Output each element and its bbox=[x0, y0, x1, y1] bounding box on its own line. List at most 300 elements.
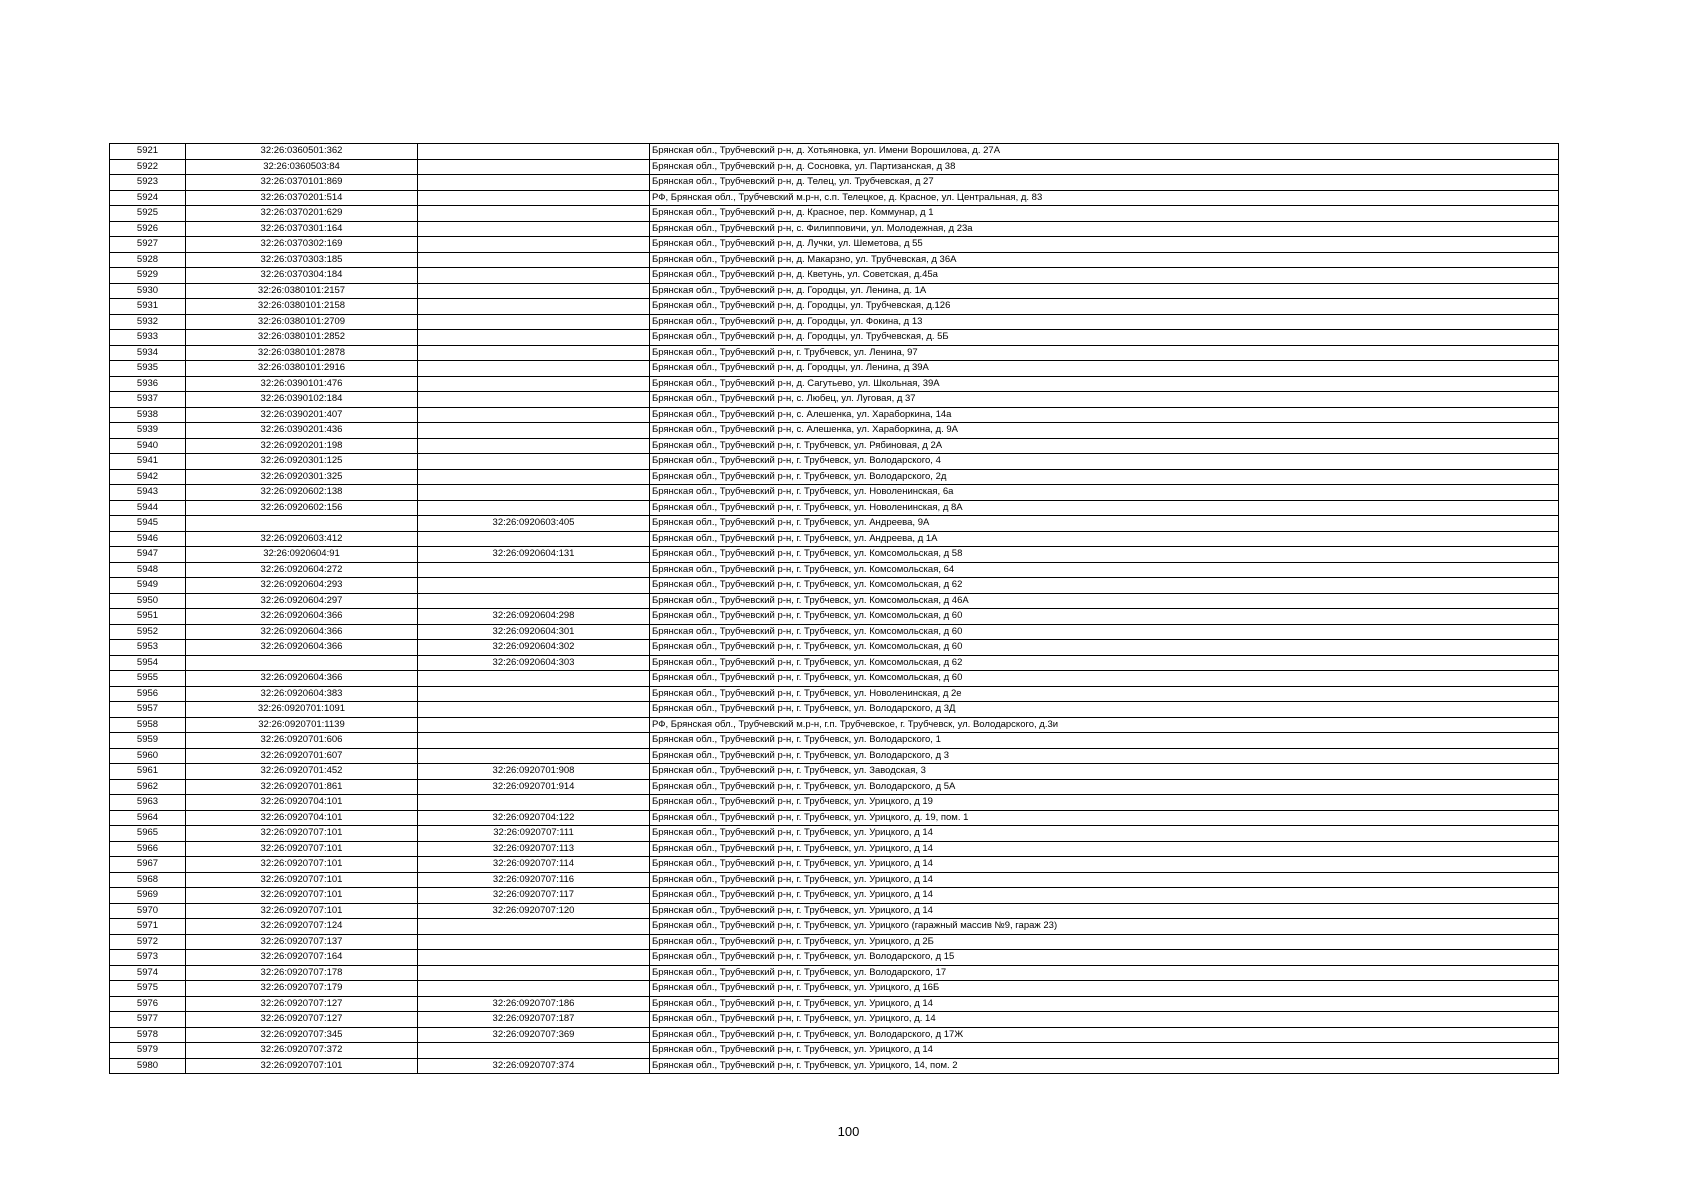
table-row bbox=[110, 376, 1559, 392]
row-number-cell: 5943 bbox=[110, 485, 186, 501]
row-number-cell: 5942 bbox=[110, 469, 186, 485]
row-number-cell: 5923 bbox=[110, 175, 186, 191]
address-cell: РФ, Брянская обл., Трубчевский м.р-н, г.п. Трубчевское, г. Трубчевск, ул. Володарского, д.3и bbox=[650, 717, 1559, 733]
table-row bbox=[110, 144, 1559, 160]
related-cadastral-number-cell bbox=[418, 407, 650, 423]
address-cell: Брянская обл., Трубчевский р-н, д. Макарзно, ул. Трубчевская, д 36А bbox=[650, 252, 1559, 268]
table-row bbox=[110, 686, 1559, 702]
related-cadastral-number-cell: 32:26:0920707:116 bbox=[418, 872, 650, 888]
table-row bbox=[110, 888, 1559, 904]
address-cell: Брянская обл., Трубчевский р-н, г. Трубчевск, ул. Урицкого, д 14 bbox=[650, 872, 1559, 888]
row-number-cell: 5934 bbox=[110, 345, 186, 361]
table-row bbox=[110, 500, 1559, 516]
address-cell: Брянская обл., Трубчевский р-н, д. Городцы, ул. Трубчевская, д.126 bbox=[650, 299, 1559, 315]
address-cell: Брянская обл., Трубчевский р-н, г. Трубчевск, ул. Володарского, 17 bbox=[650, 965, 1559, 981]
address-cell: Брянская обл., Трубчевский р-н, г. Трубчевск, ул. Володарского, д 5А bbox=[650, 779, 1559, 795]
row-number-cell: 5927 bbox=[110, 237, 186, 253]
table-row bbox=[110, 237, 1559, 253]
row-number-cell: 5937 bbox=[110, 392, 186, 408]
cadastral-number-cell: 32:26:0390102:184 bbox=[186, 392, 418, 408]
row-number-cell: 5966 bbox=[110, 841, 186, 857]
table-row bbox=[110, 175, 1559, 191]
table-row bbox=[110, 221, 1559, 237]
cadastral-number-cell: 32:26:0370101:869 bbox=[186, 175, 418, 191]
address-cell: Брянская обл., Трубчевский р-н, г. Трубчевск, ул. Урицкого, д 14 bbox=[650, 996, 1559, 1012]
cadastral-number-cell: 32:26:0920707:101 bbox=[186, 888, 418, 904]
table-row bbox=[110, 640, 1559, 656]
related-cadastral-number-cell: 32:26:0920701:908 bbox=[418, 764, 650, 780]
related-cadastral-number-cell bbox=[418, 965, 650, 981]
row-number-cell: 5952 bbox=[110, 624, 186, 640]
cadastral-number-cell: 32:26:0920604:383 bbox=[186, 686, 418, 702]
row-number-cell: 5945 bbox=[110, 516, 186, 532]
row-number-cell: 5957 bbox=[110, 702, 186, 718]
related-cadastral-number-cell bbox=[418, 144, 650, 160]
row-number-cell: 5941 bbox=[110, 454, 186, 470]
cadastral-number-cell: 32:26:0920707:164 bbox=[186, 950, 418, 966]
row-number-cell: 5953 bbox=[110, 640, 186, 656]
cadastral-number-cell: 32:26:0920701:861 bbox=[186, 779, 418, 795]
related-cadastral-number-cell bbox=[418, 469, 650, 485]
related-cadastral-number-cell bbox=[418, 671, 650, 687]
row-number-cell: 5979 bbox=[110, 1043, 186, 1059]
table-row bbox=[110, 733, 1559, 749]
related-cadastral-number-cell bbox=[418, 314, 650, 330]
address-cell: Брянская обл., Трубчевский р-н, г. Трубчевск, ул. Новоленинская, д 2е bbox=[650, 686, 1559, 702]
row-number-cell: 5967 bbox=[110, 857, 186, 873]
related-cadastral-number-cell: 32:26:0920604:302 bbox=[418, 640, 650, 656]
related-cadastral-number-cell: 32:26:0920707:113 bbox=[418, 841, 650, 857]
address-cell: Брянская обл., Трубчевский р-н, г. Трубчевск, ул. Ленина, 97 bbox=[650, 345, 1559, 361]
cadastral-number-cell: 32:26:0920707:127 bbox=[186, 1012, 418, 1028]
cadastral-number-cell: 32:26:0920701:607 bbox=[186, 748, 418, 764]
related-cadastral-number-cell bbox=[418, 423, 650, 439]
cadastral-number-cell: 32:26:0920707:101 bbox=[186, 826, 418, 842]
cadastral-number-cell: 32:26:0920604:297 bbox=[186, 593, 418, 609]
address-cell: Брянская обл., Трубчевский р-н, г. Трубчевск, ул. Комсомольская, 64 bbox=[650, 562, 1559, 578]
row-number-cell: 5968 bbox=[110, 872, 186, 888]
related-cadastral-number-cell bbox=[418, 702, 650, 718]
address-cell: Брянская обл., Трубчевский р-н, г. Трубчевск, ул. Володарского, 4 bbox=[650, 454, 1559, 470]
related-cadastral-number-cell: 32:26:0920707:187 bbox=[418, 1012, 650, 1028]
table-row bbox=[110, 1058, 1559, 1074]
row-number-cell: 5946 bbox=[110, 531, 186, 547]
address-cell: Брянская обл., Трубчевский р-н, г. Трубчевск, ул. Урицкого, д 14 bbox=[650, 888, 1559, 904]
table-row bbox=[110, 516, 1559, 532]
table-row bbox=[110, 655, 1559, 671]
related-cadastral-number-cell bbox=[418, 578, 650, 594]
address-cell: Брянская обл., Трубчевский р-н, г. Трубчевск, ул. Урицкого, д 14 bbox=[650, 841, 1559, 857]
row-number-cell: 5977 bbox=[110, 1012, 186, 1028]
related-cadastral-number-cell: 32:26:0920707:120 bbox=[418, 903, 650, 919]
related-cadastral-number-cell: 32:26:0920704:122 bbox=[418, 810, 650, 826]
cadastral-number-cell: 32:26:0920701:452 bbox=[186, 764, 418, 780]
table-row bbox=[110, 903, 1559, 919]
table-row bbox=[110, 1027, 1559, 1043]
related-cadastral-number-cell bbox=[418, 175, 650, 191]
row-number-cell: 5972 bbox=[110, 934, 186, 950]
related-cadastral-number-cell: 32:26:0920707:369 bbox=[418, 1027, 650, 1043]
row-number-cell: 5965 bbox=[110, 826, 186, 842]
related-cadastral-number-cell bbox=[418, 237, 650, 253]
related-cadastral-number-cell: 32:26:0920701:914 bbox=[418, 779, 650, 795]
row-number-cell: 5971 bbox=[110, 919, 186, 935]
address-cell: РФ, Брянская обл., Трубчевский м.р-н, с.п. Телецкое, д. Красное, ул. Центральная, д. 83 bbox=[650, 190, 1559, 206]
address-cell: Брянская обл., Трубчевский р-н, г. Трубчевск, ул. Урицкого, д 14 bbox=[650, 826, 1559, 842]
address-cell: Брянская обл., Трубчевский р-н, д. Городцы, ул. Ленина, д. 1А bbox=[650, 283, 1559, 299]
address-cell: Брянская обл., Трубчевский р-н, г. Трубчевск, ул. Заводская, 3 bbox=[650, 764, 1559, 780]
table-row bbox=[110, 361, 1559, 377]
cadastral-number-cell: 32:26:0380101:2158 bbox=[186, 299, 418, 315]
row-number-cell: 5949 bbox=[110, 578, 186, 594]
cadastral-number-cell: 32:26:0380101:2878 bbox=[186, 345, 418, 361]
row-number-cell: 5978 bbox=[110, 1027, 186, 1043]
cadastral-number-cell: 32:26:0920701:1091 bbox=[186, 702, 418, 718]
related-cadastral-number-cell bbox=[418, 717, 650, 733]
address-cell: Брянская обл., Трубчевский р-н, г. Трубчевск, ул. Комсомольская, д 46А bbox=[650, 593, 1559, 609]
cadastral-number-cell: 32:26:0920707:101 bbox=[186, 857, 418, 873]
related-cadastral-number-cell bbox=[418, 268, 650, 284]
related-cadastral-number-cell bbox=[418, 686, 650, 702]
related-cadastral-number-cell bbox=[418, 283, 650, 299]
related-cadastral-number-cell bbox=[418, 438, 650, 454]
row-number-cell: 5961 bbox=[110, 764, 186, 780]
table-row bbox=[110, 268, 1559, 284]
table-row bbox=[110, 206, 1559, 222]
table-row bbox=[110, 345, 1559, 361]
row-number-cell: 5947 bbox=[110, 547, 186, 563]
address-cell: Брянская обл., Трубчевский р-н, с. Алешенка, ул. Хараборкина, д. 9А bbox=[650, 423, 1559, 439]
cadastral-number-cell: 32:26:0360503:84 bbox=[186, 159, 418, 175]
row-number-cell: 5964 bbox=[110, 810, 186, 826]
address-cell: Брянская обл., Трубчевский р-н, д. Городцы, ул. Фокина, д 13 bbox=[650, 314, 1559, 330]
row-number-cell: 5938 bbox=[110, 407, 186, 423]
table-row bbox=[110, 950, 1559, 966]
row-number-cell: 5921 bbox=[110, 144, 186, 160]
cadastral-number-cell: 32:26:0390201:436 bbox=[186, 423, 418, 439]
address-cell: Брянская обл., Трубчевский р-н, г. Трубчевск, ул. Комсомольская, д 60 bbox=[650, 624, 1559, 640]
table-row bbox=[110, 981, 1559, 997]
cadastral-number-cell: 32:26:0920604:272 bbox=[186, 562, 418, 578]
row-number-cell: 5929 bbox=[110, 268, 186, 284]
related-cadastral-number-cell bbox=[418, 221, 650, 237]
cadastral-number-cell: 32:26:0380101:2157 bbox=[186, 283, 418, 299]
address-cell: Брянская обл., Трубчевский р-н, г. Трубчевск, ул. Урицкого, д 14 bbox=[650, 1043, 1559, 1059]
related-cadastral-number-cell: 32:26:0920707:374 bbox=[418, 1058, 650, 1074]
table-row bbox=[110, 1012, 1559, 1028]
row-number-cell: 5974 bbox=[110, 965, 186, 981]
cadastral-number-cell: 32:26:0370303:185 bbox=[186, 252, 418, 268]
cadastral-number-cell: 32:26:0920604:366 bbox=[186, 671, 418, 687]
row-number-cell: 5925 bbox=[110, 206, 186, 222]
address-cell: Брянская обл., Трубчевский р-н, г. Трубчевск, ул. Володарского, д 17Ж bbox=[650, 1027, 1559, 1043]
row-number-cell: 5959 bbox=[110, 733, 186, 749]
table-row bbox=[110, 283, 1559, 299]
cadastral-number-cell: 32:26:0920704:101 bbox=[186, 795, 418, 811]
page-number: 100 bbox=[837, 1124, 860, 1139]
address-cell: Брянская обл., Трубчевский р-н, д. Городцы, ул. Трубчевская, д. 5Б bbox=[650, 330, 1559, 346]
cadastral-number-cell: 32:26:0920602:138 bbox=[186, 485, 418, 501]
table-row bbox=[110, 252, 1559, 268]
row-number-cell: 5948 bbox=[110, 562, 186, 578]
row-number-cell: 5956 bbox=[110, 686, 186, 702]
cadastral-number-cell: 32:26:0920301:325 bbox=[186, 469, 418, 485]
table-row bbox=[110, 826, 1559, 842]
related-cadastral-number-cell bbox=[418, 299, 650, 315]
row-number-cell: 5954 bbox=[110, 655, 186, 671]
table-row bbox=[110, 748, 1559, 764]
address-cell: Брянская обл., Трубчевский р-н, д. Кветунь, ул. Советская, д.45а bbox=[650, 268, 1559, 284]
related-cadastral-number-cell bbox=[418, 252, 650, 268]
table-row bbox=[110, 810, 1559, 826]
table-row bbox=[110, 392, 1559, 408]
address-cell: Брянская обл., Трубчевский р-н, г. Трубчевск, ул. Урицкого, д 14 bbox=[650, 857, 1559, 873]
related-cadastral-number-cell: 32:26:0920707:114 bbox=[418, 857, 650, 873]
cadastral-number-cell: 32:26:0920707:127 bbox=[186, 996, 418, 1012]
cadastral-number-cell: 32:26:0920707:137 bbox=[186, 934, 418, 950]
table-row bbox=[110, 407, 1559, 423]
related-cadastral-number-cell: 32:26:0920707:111 bbox=[418, 826, 650, 842]
row-number-cell: 5933 bbox=[110, 330, 186, 346]
related-cadastral-number-cell bbox=[418, 934, 650, 950]
cadastral-number-cell: 32:26:0920707:124 bbox=[186, 919, 418, 935]
address-cell: Брянская обл., Трубчевский р-н, г. Трубчевск, ул. Новоленинская, д 8А bbox=[650, 500, 1559, 516]
cadastral-number-cell bbox=[186, 516, 418, 532]
table-row bbox=[110, 469, 1559, 485]
table-row bbox=[110, 299, 1559, 315]
row-number-cell: 5955 bbox=[110, 671, 186, 687]
table-row bbox=[110, 919, 1559, 935]
address-cell: Брянская обл., Трубчевский р-н, д. Хотьяновка, ул. Имени Ворошилова, д. 27А bbox=[650, 144, 1559, 160]
row-number-cell: 5940 bbox=[110, 438, 186, 454]
related-cadastral-number-cell bbox=[418, 919, 650, 935]
related-cadastral-number-cell bbox=[418, 950, 650, 966]
cadastral-number-cell: 32:26:0380101:2916 bbox=[186, 361, 418, 377]
related-cadastral-number-cell bbox=[418, 392, 650, 408]
related-cadastral-number-cell: 32:26:0920604:298 bbox=[418, 609, 650, 625]
row-number-cell: 5939 bbox=[110, 423, 186, 439]
cadastral-number-cell: 32:26:0920707:372 bbox=[186, 1043, 418, 1059]
table-row bbox=[110, 764, 1559, 780]
row-number-cell: 5930 bbox=[110, 283, 186, 299]
row-number-cell: 5926 bbox=[110, 221, 186, 237]
table-row bbox=[110, 841, 1559, 857]
table-row bbox=[110, 872, 1559, 888]
cadastral-number-cell: 32:26:0920603:412 bbox=[186, 531, 418, 547]
address-cell: Брянская обл., Трубчевский р-н, д. Сагутьево, ул. Школьная, 39А bbox=[650, 376, 1559, 392]
address-cell: Брянская обл., Трубчевский р-н, г. Трубчевск, ул. Комсомольская, д 62 bbox=[650, 655, 1559, 671]
cadastral-number-cell: 32:26:0920602:156 bbox=[186, 500, 418, 516]
cadastral-number-cell: 32:26:0360501:362 bbox=[186, 144, 418, 160]
related-cadastral-number-cell: 32:26:0920604:303 bbox=[418, 655, 650, 671]
row-number-cell: 5975 bbox=[110, 981, 186, 997]
address-cell: Брянская обл., Трубчевский р-н, с. Любец, ул. Луговая, д 37 bbox=[650, 392, 1559, 408]
cadastral-number-cell: 32:26:0920301:125 bbox=[186, 454, 418, 470]
table-row bbox=[110, 330, 1559, 346]
address-cell: Брянская обл., Трубчевский р-н, г. Трубчевск, ул. Урицкого (гаражный массив №9, гараж 23) bbox=[650, 919, 1559, 935]
address-cell: Брянская обл., Трубчевский р-н, г. Трубчевск, ул. Комсомольская, д 60 bbox=[650, 609, 1559, 625]
row-number-cell: 5973 bbox=[110, 950, 186, 966]
related-cadastral-number-cell bbox=[418, 981, 650, 997]
cadastral-number-cell: 32:26:0370302:169 bbox=[186, 237, 418, 253]
cadastral-number-cell: 32:26:0920707:101 bbox=[186, 1058, 418, 1074]
row-number-cell: 5963 bbox=[110, 795, 186, 811]
row-number-cell: 5928 bbox=[110, 252, 186, 268]
row-number-cell: 5980 bbox=[110, 1058, 186, 1074]
table-row bbox=[110, 190, 1559, 206]
related-cadastral-number-cell bbox=[418, 748, 650, 764]
cadastral-number-cell: 32:26:0920707:101 bbox=[186, 903, 418, 919]
address-cell: Брянская обл., Трубчевский р-н, г. Трубчевск, ул. Рябиновая, д 2А bbox=[650, 438, 1559, 454]
table-row bbox=[110, 702, 1559, 718]
table-row bbox=[110, 423, 1559, 439]
table-row bbox=[110, 578, 1559, 594]
row-number-cell: 5922 bbox=[110, 159, 186, 175]
table-row bbox=[110, 593, 1559, 609]
row-number-cell: 5958 bbox=[110, 717, 186, 733]
related-cadastral-number-cell bbox=[418, 1043, 650, 1059]
table-row bbox=[110, 438, 1559, 454]
cadastral-number-cell: 32:26:0390201:407 bbox=[186, 407, 418, 423]
cadastral-number-cell: 32:26:0920704:101 bbox=[186, 810, 418, 826]
row-number-cell: 5931 bbox=[110, 299, 186, 315]
table-row bbox=[110, 934, 1559, 950]
related-cadastral-number-cell: 32:26:0920604:131 bbox=[418, 547, 650, 563]
table-row bbox=[110, 531, 1559, 547]
address-cell: Брянская обл., Трубчевский р-н, г. Трубчевск, ул. Володарского, 2д bbox=[650, 469, 1559, 485]
row-number-cell: 5951 bbox=[110, 609, 186, 625]
property-register-table bbox=[109, 143, 1559, 1074]
related-cadastral-number-cell bbox=[418, 206, 650, 222]
table-row bbox=[110, 965, 1559, 981]
table-row bbox=[110, 547, 1559, 563]
address-cell: Брянская обл., Трубчевский р-н, г. Трубчевск, ул. Урицкого, д. 14 bbox=[650, 1012, 1559, 1028]
cadastral-number-cell: 32:26:0920707:179 bbox=[186, 981, 418, 997]
cadastral-number-cell: 32:26:0920604:91 bbox=[186, 547, 418, 563]
related-cadastral-number-cell: 32:26:0920707:117 bbox=[418, 888, 650, 904]
address-cell: Брянская обл., Трубчевский р-н, г. Трубчевск, ул. Володарского, д 3Д bbox=[650, 702, 1559, 718]
row-number-cell: 5932 bbox=[110, 314, 186, 330]
cadastral-number-cell: 32:26:0920201:198 bbox=[186, 438, 418, 454]
address-cell: Брянская обл., Трубчевский р-н, д. Сосновка, ул. Партизанская, д 38 bbox=[650, 159, 1559, 175]
cadastral-number-cell bbox=[186, 655, 418, 671]
address-cell: Брянская обл., Трубчевский р-н, г. Трубчевск, ул. Урицкого, 14, пом. 2 bbox=[650, 1058, 1559, 1074]
related-cadastral-number-cell bbox=[418, 345, 650, 361]
table-row bbox=[110, 671, 1559, 687]
related-cadastral-number-cell: 32:26:0920707:186 bbox=[418, 996, 650, 1012]
table-row bbox=[110, 717, 1559, 733]
address-cell: Брянская обл., Трубчевский р-н, г. Трубчевск, ул. Андреева, д 1А bbox=[650, 531, 1559, 547]
table-row bbox=[110, 562, 1559, 578]
related-cadastral-number-cell bbox=[418, 361, 650, 377]
cadastral-number-cell: 32:26:0920604:366 bbox=[186, 609, 418, 625]
row-number-cell: 5950 bbox=[110, 593, 186, 609]
table-row bbox=[110, 314, 1559, 330]
cadastral-number-cell: 32:26:0920604:366 bbox=[186, 640, 418, 656]
address-cell: Брянская обл., Трубчевский р-н, г. Трубчевск, ул. Володарского, д 15 bbox=[650, 950, 1559, 966]
row-number-cell: 5944 bbox=[110, 500, 186, 516]
address-cell: Брянская обл., Трубчевский р-н, г. Трубчевск, ул. Новоленинская, 6а bbox=[650, 485, 1559, 501]
address-cell: Брянская обл., Трубчевский р-н, г. Трубчевск, ул. Комсомольская, д 62 bbox=[650, 578, 1559, 594]
address-cell: Брянская обл., Трубчевский р-н, г. Трубчевск, ул. Урицкого, д 16Б bbox=[650, 981, 1559, 997]
related-cadastral-number-cell: 32:26:0920604:301 bbox=[418, 624, 650, 640]
cadastral-number-cell: 32:26:0390101:476 bbox=[186, 376, 418, 392]
related-cadastral-number-cell bbox=[418, 485, 650, 501]
address-cell: Брянская обл., Трубчевский р-н, г. Трубчевск, ул. Комсомольская, д 60 bbox=[650, 640, 1559, 656]
table-row bbox=[110, 485, 1559, 501]
table-row bbox=[110, 795, 1559, 811]
address-cell: Брянская обл., Трубчевский р-н, г. Трубчевск, ул. Комсомольская, д 60 bbox=[650, 671, 1559, 687]
table-row bbox=[110, 996, 1559, 1012]
table-row bbox=[110, 624, 1559, 640]
related-cadastral-number-cell bbox=[418, 733, 650, 749]
related-cadastral-number-cell bbox=[418, 531, 650, 547]
address-cell: Брянская обл., Трубчевский р-н, г. Трубчевск, ул. Урицкого, д 2Б bbox=[650, 934, 1559, 950]
address-cell: Брянская обл., Трубчевский р-н, г. Трубчевск, ул. Андреева, 9А bbox=[650, 516, 1559, 532]
cadastral-number-cell: 32:26:0920707:178 bbox=[186, 965, 418, 981]
table-row bbox=[110, 454, 1559, 470]
register-table-body bbox=[110, 144, 1559, 1074]
related-cadastral-number-cell bbox=[418, 330, 650, 346]
address-cell: Брянская обл., Трубчевский р-н, д. Городцы, ул. Ленина, д 39А bbox=[650, 361, 1559, 377]
address-cell: Брянская обл., Трубчевский р-н, с. Филипповичи, ул. Молодежная, д 23а bbox=[650, 221, 1559, 237]
row-number-cell: 5976 bbox=[110, 996, 186, 1012]
address-cell: Брянская обл., Трубчевский р-н, д. Лучки, ул. Шеметова, д 55 bbox=[650, 237, 1559, 253]
table-row bbox=[110, 857, 1559, 873]
cadastral-number-cell: 32:26:0380101:2709 bbox=[186, 314, 418, 330]
row-number-cell: 5935 bbox=[110, 361, 186, 377]
cadastral-number-cell: 32:26:0370304:184 bbox=[186, 268, 418, 284]
address-cell: Брянская обл., Трубчевский р-н, г. Трубчевск, ул. Урицкого, д 14 bbox=[650, 903, 1559, 919]
related-cadastral-number-cell bbox=[418, 593, 650, 609]
related-cadastral-number-cell bbox=[418, 500, 650, 516]
cadastral-number-cell: 32:26:0370301:164 bbox=[186, 221, 418, 237]
row-number-cell: 5970 bbox=[110, 903, 186, 919]
table-row bbox=[110, 159, 1559, 175]
table-row bbox=[110, 779, 1559, 795]
cadastral-number-cell: 32:26:0920707:101 bbox=[186, 841, 418, 857]
address-cell: Брянская обл., Трубчевский р-н, г. Трубчевск, ул. Володарского, 1 bbox=[650, 733, 1559, 749]
address-cell: Брянская обл., Трубчевский р-н, г. Трубчевск, ул. Урицкого, д 19 bbox=[650, 795, 1559, 811]
cadastral-number-cell: 32:26:0920604:293 bbox=[186, 578, 418, 594]
address-cell: Брянская обл., Трубчевский р-н, д. Телец, ул. Трубчевская, д 27 bbox=[650, 175, 1559, 191]
related-cadastral-number-cell bbox=[418, 159, 650, 175]
row-number-cell: 5936 bbox=[110, 376, 186, 392]
row-number-cell: 5969 bbox=[110, 888, 186, 904]
address-cell: Брянская обл., Трубчевский р-н, г. Трубчевск, ул. Володарского, д 3 bbox=[650, 748, 1559, 764]
row-number-cell: 5960 bbox=[110, 748, 186, 764]
cadastral-number-cell: 32:26:0920604:366 bbox=[186, 624, 418, 640]
related-cadastral-number-cell bbox=[418, 190, 650, 206]
related-cadastral-number-cell: 32:26:0920603:405 bbox=[418, 516, 650, 532]
related-cadastral-number-cell bbox=[418, 376, 650, 392]
row-number-cell: 5962 bbox=[110, 779, 186, 795]
address-cell: Брянская обл., Трубчевский р-н, г. Трубчевск, ул. Комсомольская, д 58 bbox=[650, 547, 1559, 563]
cadastral-number-cell: 32:26:0370201:514 bbox=[186, 190, 418, 206]
address-cell: Брянская обл., Трубчевский р-н, д. Красное, пер. Коммунар, д 1 bbox=[650, 206, 1559, 222]
cadastral-number-cell: 32:26:0920707:101 bbox=[186, 872, 418, 888]
cadastral-number-cell: 32:26:0920701:1139 bbox=[186, 717, 418, 733]
table-row bbox=[110, 1043, 1559, 1059]
cadastral-number-cell: 32:26:0380101:2852 bbox=[186, 330, 418, 346]
related-cadastral-number-cell bbox=[418, 562, 650, 578]
cadastral-number-cell: 32:26:0920701:606 bbox=[186, 733, 418, 749]
address-cell: Брянская обл., Трубчевский р-н, г. Трубчевск, ул. Урицкого, д. 19, пом. 1 bbox=[650, 810, 1559, 826]
table-row bbox=[110, 609, 1559, 625]
row-number-cell: 5924 bbox=[110, 190, 186, 206]
cadastral-number-cell: 32:26:0370201:629 bbox=[186, 206, 418, 222]
address-cell: Брянская обл., Трубчевский р-н, с. Алешенка, ул. Хараборкина, 14а bbox=[650, 407, 1559, 423]
